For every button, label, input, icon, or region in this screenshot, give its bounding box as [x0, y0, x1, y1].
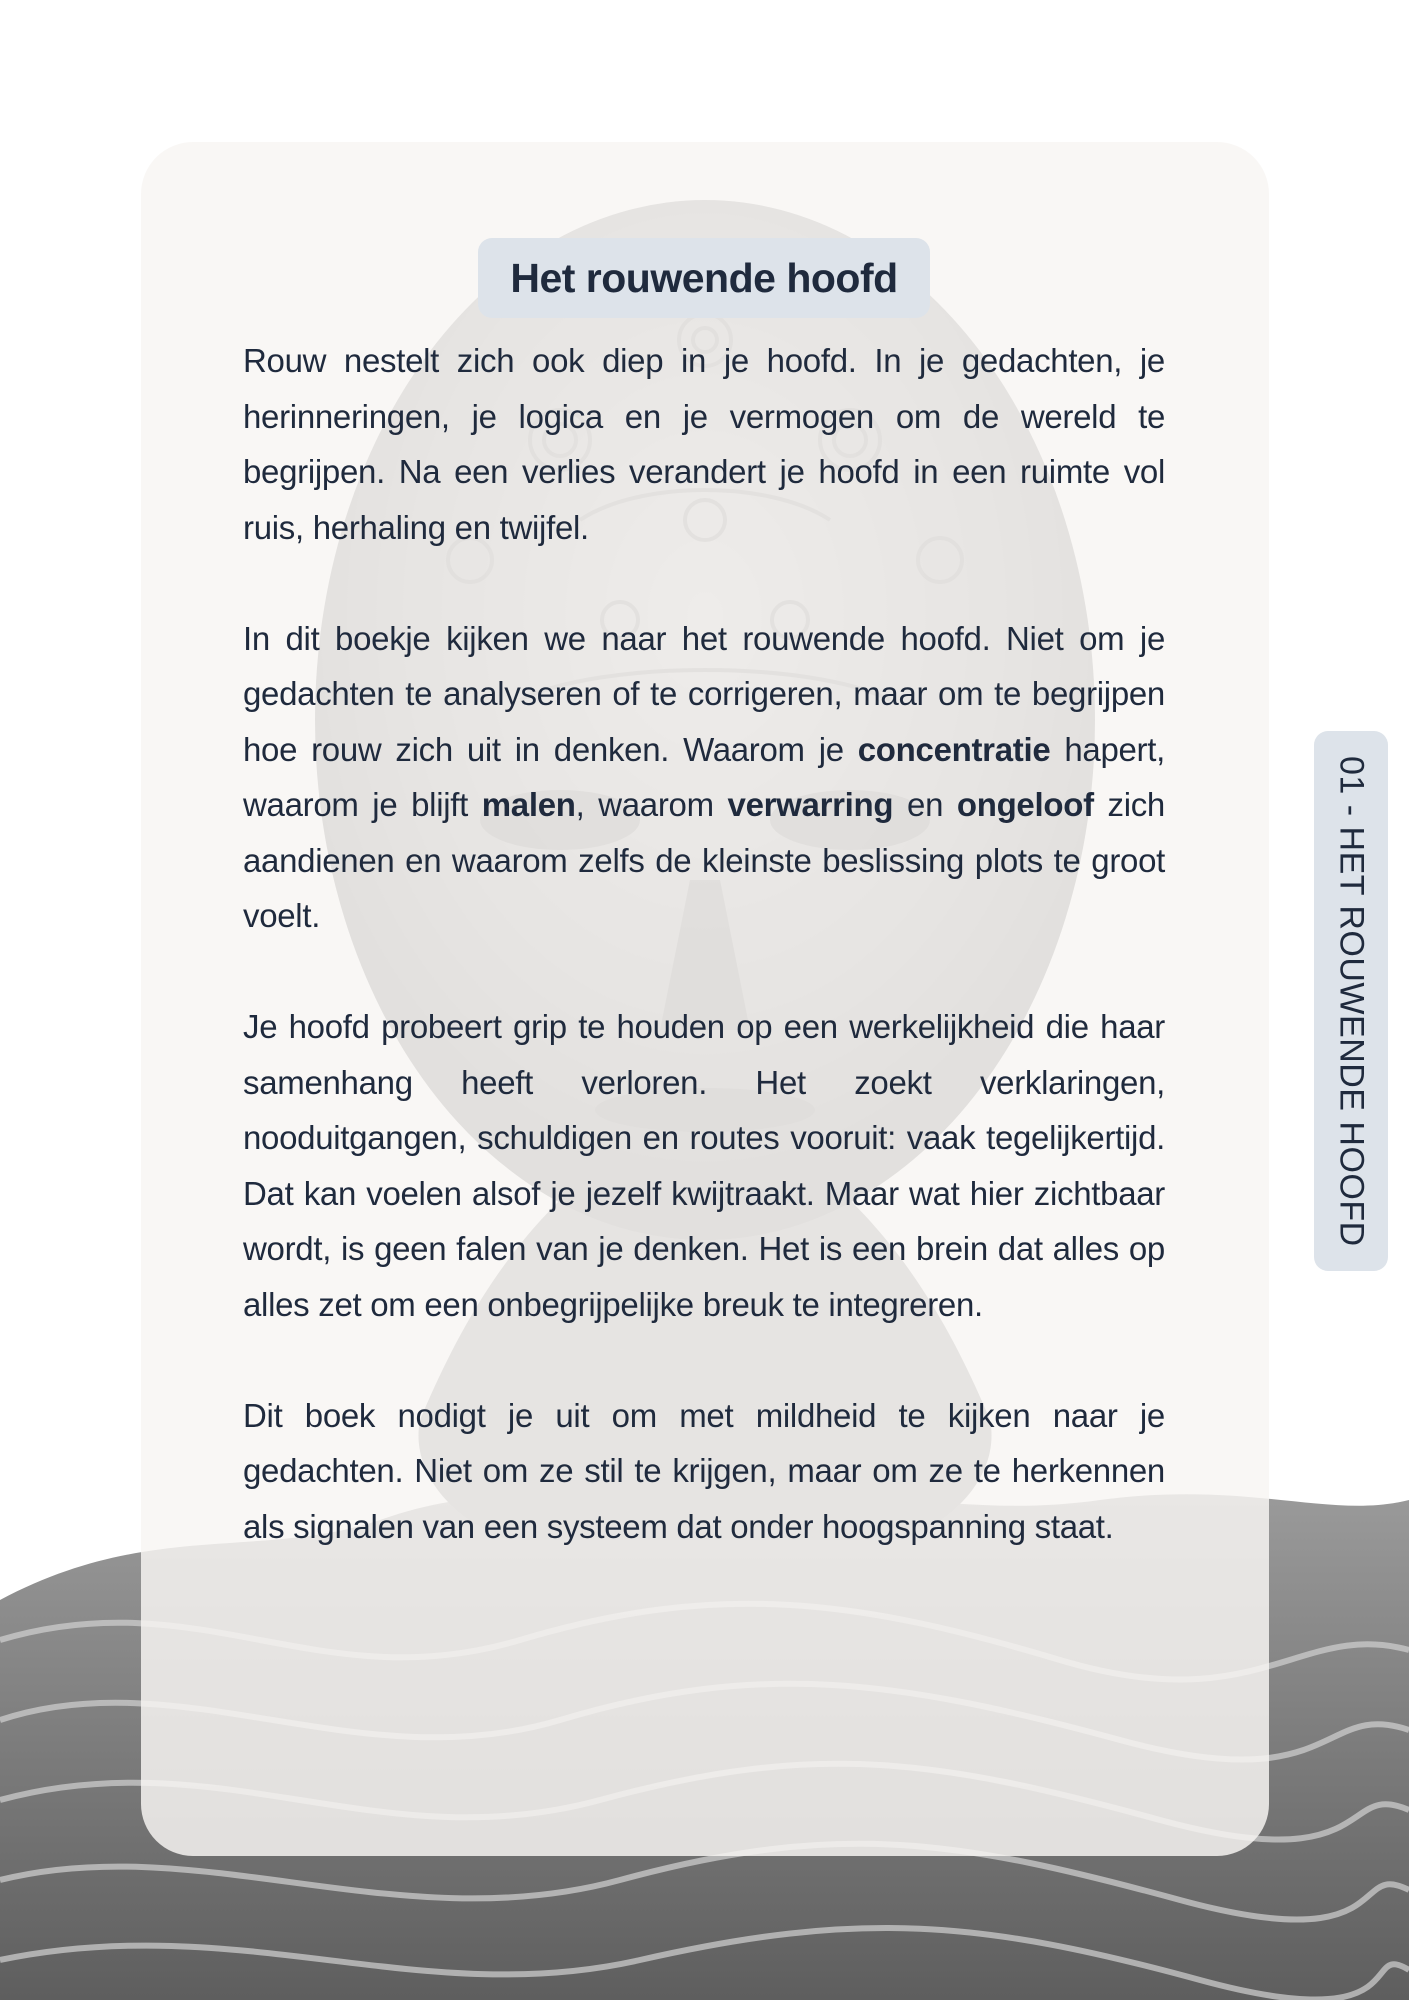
paragraph-2 [243, 611, 1165, 944]
paragraph-1: Rouw nestelt zich ook diep in je hoofd. In je gedachten, je herinneringen, je logica en je vermogen om de wereld te begrijpen. Na een verlies verandert je hoofd in een ruimte vol ruis, herhaling en twijfel. [243, 342, 1165, 546]
paragraph-4: Dit boek nodigt je uit om met mildheid te kijken naar je gedachten. Niet om ze stil te krijgen, maar om ze te herkennen als signalen van een systeem dat onder hoogspanning staat. [243, 1396, 1165, 1545]
paragraph-2-part-5: zich aandienen en waarom zelfs de kleinste beslissing plots te groot voelt. [243, 786, 1165, 934]
bold-concentratie: concentratie [857, 730, 1051, 768]
paragraph-2-part-2: hapert, waarom je blijft [243, 730, 1165, 823]
body-text [243, 333, 1165, 1554]
bold-verwarring: verwarring [727, 786, 894, 823]
page-title-text: Het rouwende hoofd [510, 254, 898, 301]
bold-malen: malen [481, 786, 576, 823]
paragraph-2-part-3: , waarom [575, 786, 728, 823]
paragraph-3: Je hoofd probeert grip te houden op een werkelijkheid die haar samenhang heeft verloren. Het zoekt verklaringen, nooduitgangen, schuldigen en routes vooruit: vaak tegelijkertijd. Dat kan voelen alsof je jezelf kwijtraakt. Maar wat hier zichtbaar wordt, is geen falen van je denken. Het is een brein dat alles op alles zet om een onbegrijpelijke breuk te integreren. [243, 1008, 1165, 1323]
bold-ongeloof: ongeloof [956, 786, 1094, 823]
page-title [478, 238, 930, 318]
chapter-side-tab-label: 01 - HET ROUWENDE HOOFD [1332, 755, 1371, 1247]
chapter-side-tab [1314, 731, 1388, 1271]
paragraph-2-part-4: en [893, 786, 957, 823]
paragraph-2-part-1: In dit boekje kijken we naar het rouwende hoofd. Niet om je gedachten te analyseren of te corrigeren, maar om te begrijpen hoe rouw zich uit in denken. Waarom je [243, 619, 1165, 768]
